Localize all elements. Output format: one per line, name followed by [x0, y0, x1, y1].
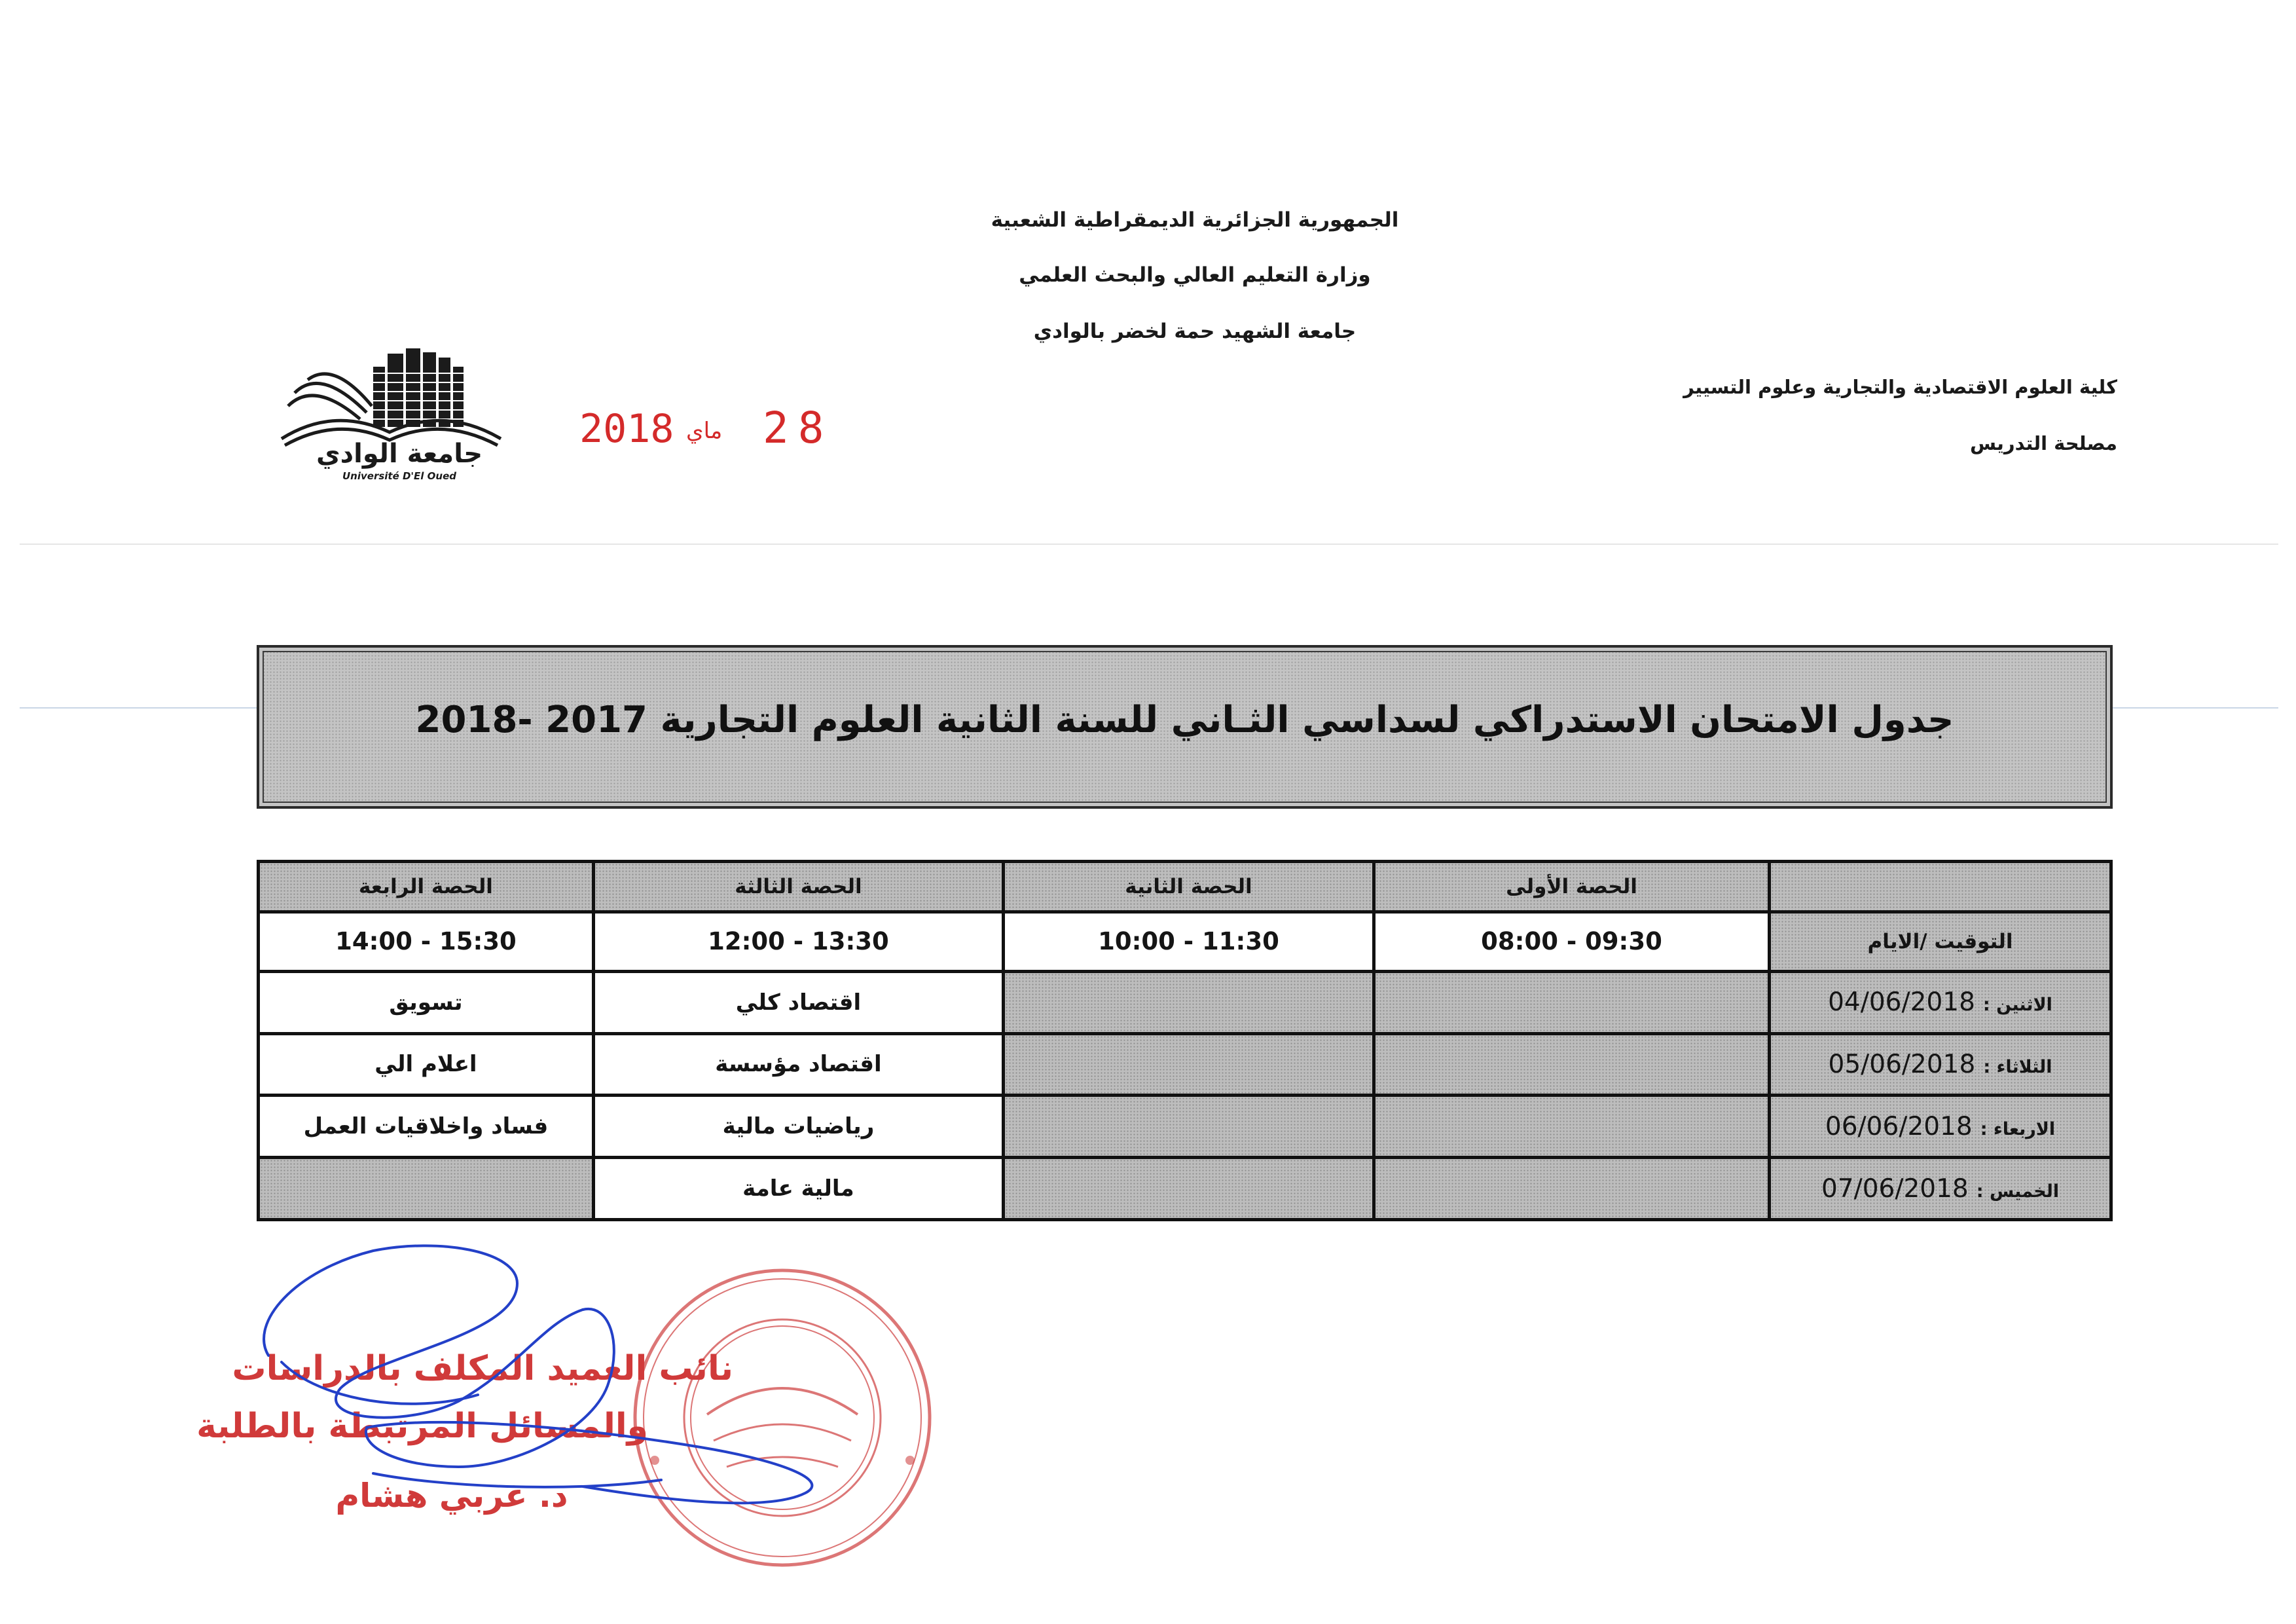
table-row: [260, 1159, 2109, 1218]
signature-title-line1: نائب العميد المكلف بالدراسات: [232, 1349, 733, 1388]
day-date: 05/06/2018: [1828, 1049, 1976, 1079]
time-day-label: التوقيت /الايام: [1771, 913, 2109, 970]
exam-slot: رياضيات مالية: [595, 1097, 1002, 1156]
empty-slot: [1005, 973, 1372, 1032]
day-date: 07/06/2018: [1821, 1173, 1969, 1204]
exam-slot: فساد واخلاقيات العمل: [260, 1097, 592, 1156]
exam-slot: مالية عامة: [595, 1159, 1002, 1218]
time-slot-3: 12:00 - 13:30: [595, 913, 1002, 970]
exam-slot: اقتصاد كلي: [595, 973, 1002, 1032]
date-stamp-month: ماي: [686, 418, 723, 444]
exam-slot: اعلام الي: [260, 1035, 592, 1094]
exam-schedule-table: [257, 860, 2113, 1221]
empty-slot: [1005, 1035, 1372, 1094]
title-box: [257, 645, 2113, 809]
logo-french-text: Université D'El Oued: [342, 470, 456, 482]
empty-slot: [1376, 973, 1768, 1032]
time-slot-1: 08:00 - 09:30: [1376, 913, 1768, 970]
empty-slot: [1376, 1159, 1768, 1218]
empty-slot: [1376, 1097, 1768, 1156]
signature-title-line2: والمسائل المرتبطة بالطلبة: [196, 1407, 648, 1446]
empty-slot: [1376, 1035, 1768, 1094]
divider-line: [20, 544, 2278, 545]
table-row: [260, 1035, 2109, 1094]
day-cell: [1771, 1035, 2109, 1094]
empty-slot: [1005, 1097, 1372, 1156]
empty-slot: [1005, 1159, 1372, 1218]
signature-scribble: [242, 1231, 851, 1545]
day-name: الثلاثاء :: [1983, 1056, 2052, 1077]
period-header-3: الحصة الثالثة: [595, 863, 1002, 910]
faculty-department: مصلحة التدريس: [1970, 432, 2117, 454]
exam-slot: تسويق: [260, 973, 592, 1032]
date-stamp-day: 28: [763, 403, 833, 453]
periods-header-row: [260, 863, 2109, 910]
day-date: 06/06/2018: [1825, 1111, 1973, 1141]
date-stamp-year: 2018: [579, 406, 674, 452]
time-slot-4: 14:00 - 15:30: [260, 913, 592, 970]
period-header-4: الحصة الرابعة: [260, 863, 592, 910]
table-row: [260, 1097, 2109, 1156]
faculty-name: كلية العلوم الاقتصادية والتجارية وعلوم التسيير: [1683, 376, 2117, 398]
university-logo: [275, 341, 511, 488]
empty-slot: [260, 1159, 592, 1218]
handwritten-signature: [242, 1231, 851, 1545]
day-date: 04/06/2018: [1828, 987, 1975, 1018]
time-slot-2: 10:00 - 11:30: [1005, 913, 1372, 970]
header-republic: الجمهورية الجزائرية الديمقراطية الشعبية: [991, 208, 1399, 232]
exam-title: جدول الامتحان الاستدراكي لسداسي الثـاني للسنة الثانية العلوم التجارية 2017 -2018: [415, 699, 1954, 741]
period-header-2: الحصة الثانية: [1005, 863, 1372, 910]
corner-cell: [1771, 863, 2109, 910]
header-ministry: وزارة التعليم العالي والبحث العلمي: [1019, 263, 1371, 287]
signatory-name: د. غربي هشام: [335, 1477, 568, 1515]
day-name: الخميس :: [1976, 1181, 2060, 1202]
table-row: [260, 973, 2109, 1032]
day-name: الاثنين :: [1982, 995, 2052, 1016]
period-header-1: الحصة الأولى: [1376, 863, 1768, 910]
day-cell: [1771, 973, 2109, 1032]
day-name: الاربعاء :: [1980, 1118, 2056, 1139]
exam-slot: اقتصاد مؤسسة: [595, 1035, 1002, 1094]
times-row: [260, 913, 2109, 970]
header-university: جامعة الشهيد حمة لخضر بالوادي: [1033, 320, 1357, 343]
logo-arabic-text: جامعة الوادي: [316, 439, 483, 469]
day-cell: [1771, 1097, 2109, 1156]
day-cell: [1771, 1159, 2109, 1218]
